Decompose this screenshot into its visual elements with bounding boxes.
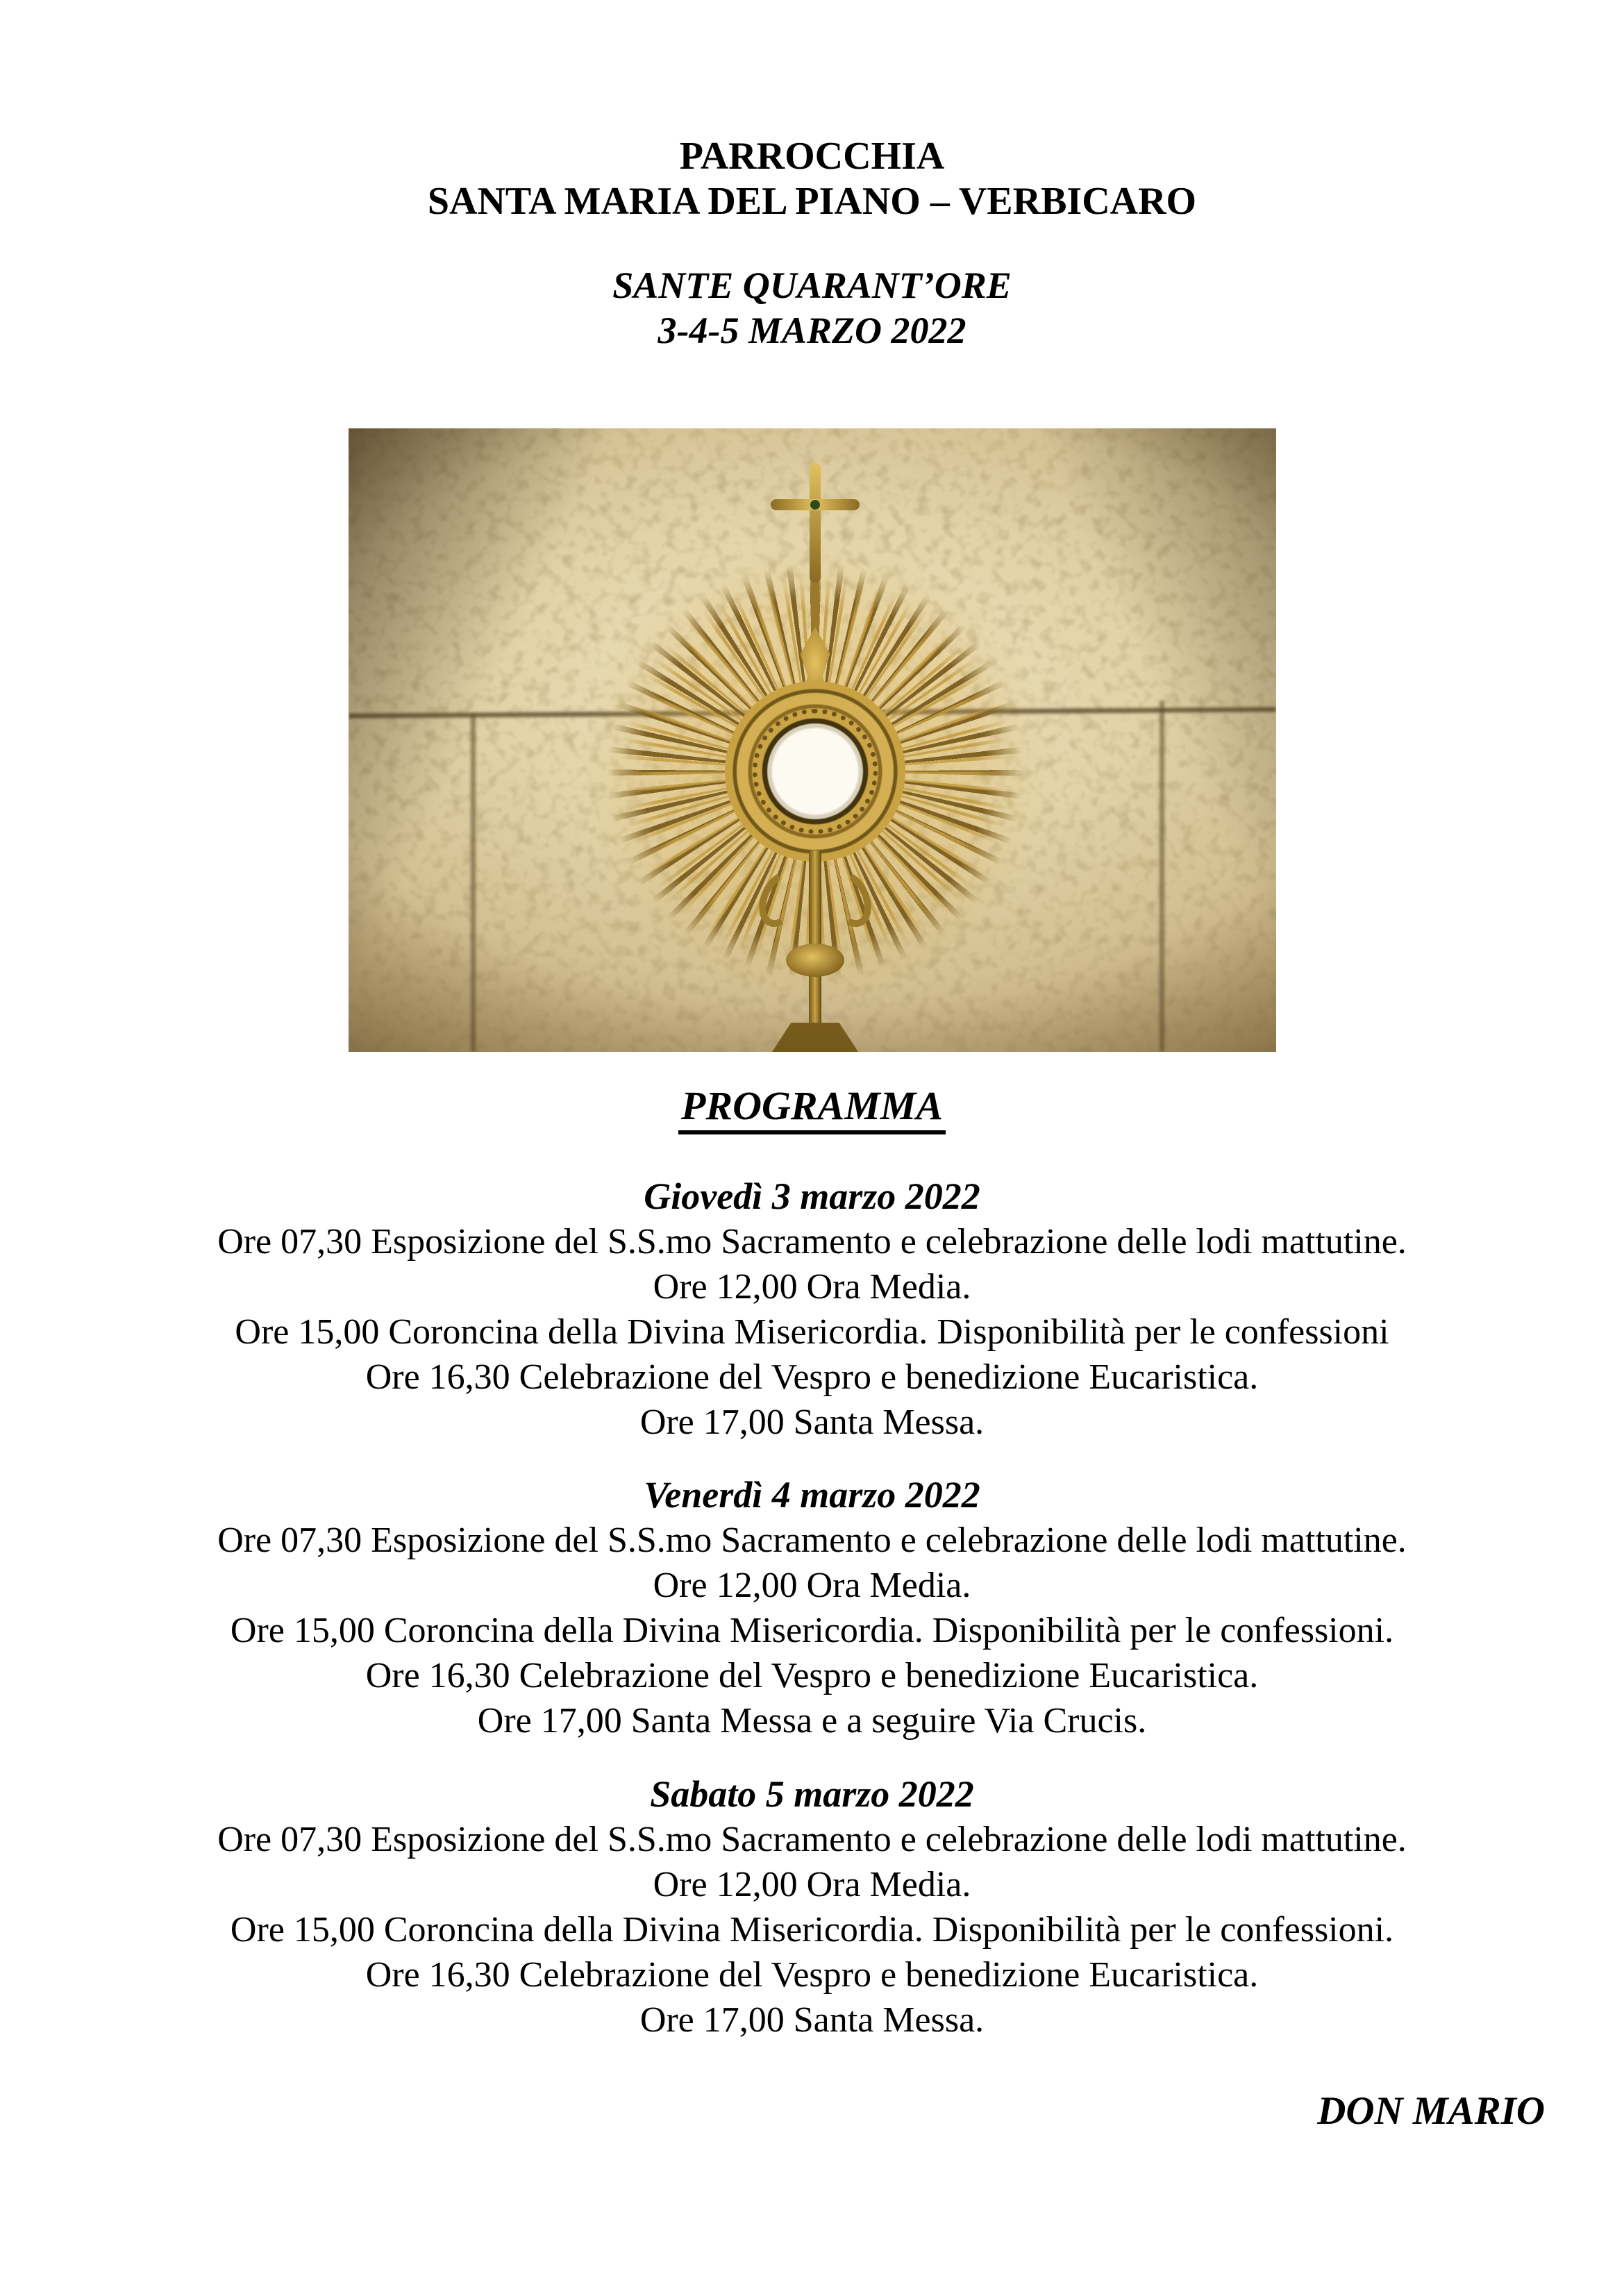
schedule-line: Ore 17,00 Santa Messa. xyxy=(639,1402,985,1442)
day-heading: Giovedì 3 marzo 2022 xyxy=(644,1175,980,1217)
schedule-line: Ore 12,00 Ora Media. xyxy=(653,1865,971,1904)
monstrance-beaded-ring xyxy=(753,709,878,834)
schedule-line: Ore 07,30 Esposizione del S.S.mo Sacramento e celebrazione delle lodi mattutine. xyxy=(217,1820,1407,1859)
signature: DON MARIO xyxy=(1317,2089,1545,2133)
schedule-line: Ore 16,30 Celebrazione del Vespro e benedizione Eucaristica. xyxy=(365,1955,1259,1995)
parish-title xyxy=(0,134,1624,224)
schedule-line: Ore 07,30 Esposizione del S.S.mo Sacramento e celebrazione delle lodi mattutine. xyxy=(217,1222,1407,1262)
programma-heading xyxy=(0,1083,1624,1134)
schedule-line: Ore 12,00 Ora Media. xyxy=(653,1267,971,1307)
schedule-section-venerdi xyxy=(0,1473,1624,1743)
schedule-line: Ore 15,00 Coroncina della Divina Misericordia. Disponibilità per le confessioni xyxy=(235,1312,1389,1352)
event-dates: 3-4-5 MARZO 2022 xyxy=(658,310,966,351)
programma-heading-text: PROGRAMMA xyxy=(678,1083,946,1134)
monstrance-photo xyxy=(349,428,1276,1052)
mortar-line-right xyxy=(1160,701,1164,1052)
schedule-line: Ore 15,00 Coroncina della Divina Misericordia. Disponibilità per le confessioni. xyxy=(230,1910,1394,1950)
schedule-line: Ore 17,00 Santa Messa e a seguire Via Crucis. xyxy=(477,1701,1147,1741)
day-heading: Venerdì 4 marzo 2022 xyxy=(644,1474,980,1516)
monstrance-stem-node xyxy=(786,944,844,977)
schedule-line: Ore 15,00 Coroncina della Divina Misericordia. Disponibilità per le confessioni. xyxy=(230,1611,1394,1650)
schedule-line: Ore 17,00 Santa Messa. xyxy=(639,2000,985,2040)
schedule-line: Ore 12,00 Ora Media. xyxy=(653,1566,971,1605)
mortar-line-left xyxy=(471,714,476,1052)
cross-icon xyxy=(810,463,821,583)
parish-title-line-1: PARROCCHIA xyxy=(679,135,945,178)
schedule-line: Ore 16,30 Celebrazione del Vespro e benedizione Eucaristica. xyxy=(365,1656,1259,1695)
parish-title-line-2: SANTA MARIA DEL PIANO – VERBICARO xyxy=(427,180,1197,223)
day-heading: Sabato 5 marzo 2022 xyxy=(650,1773,974,1815)
schedule-section-giovedi xyxy=(0,1174,1624,1445)
event-subtitle xyxy=(0,263,1624,353)
cross-jewel xyxy=(810,500,820,510)
event-name: SANTE QUARANT’ORE xyxy=(612,265,1012,306)
schedule-line: Ore 16,30 Celebrazione del Vespro e benedizione Eucaristica. xyxy=(365,1357,1259,1397)
schedule-section-sabato xyxy=(0,1772,1624,2043)
schedule-line: Ore 07,30 Esposizione del S.S.mo Sacramento e celebrazione delle lodi mattutine. xyxy=(217,1520,1407,1560)
